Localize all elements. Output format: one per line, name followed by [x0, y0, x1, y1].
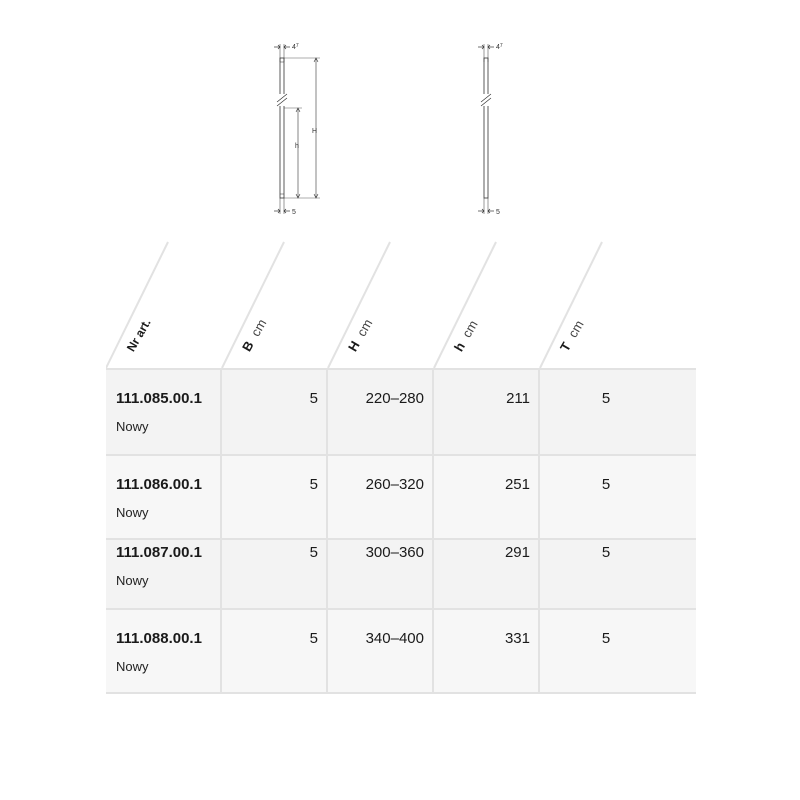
h-cell: 211: [434, 370, 540, 454]
header-T-label: Tcm: [557, 317, 587, 354]
article-number: 111.085.00.1: [116, 390, 202, 407]
status-label: Nowy: [116, 505, 149, 520]
product-table: [106, 368, 696, 694]
status-label: Nowy: [116, 419, 149, 434]
B-cell: 5: [222, 540, 328, 608]
H-cell: 340–400: [328, 610, 434, 692]
profile-drawing-side: [474, 36, 534, 226]
h-cell: 251: [434, 456, 540, 538]
status-label: Nowy: [116, 573, 149, 588]
profile-drawing-dimensioned: [268, 36, 328, 226]
bottom-dim-label: 5: [292, 209, 296, 216]
top-dim-label: $4^7$: [496, 43, 503, 51]
h-label: h: [295, 143, 299, 150]
table-row: [106, 608, 696, 692]
header-h-label: hcm: [451, 317, 481, 354]
table-row: [106, 368, 696, 454]
T-cell: 5: [601, 476, 611, 493]
header-cell-T: [557, 317, 690, 354]
B-cell: 5: [222, 370, 328, 454]
header-B-label: Bcm: [239, 316, 270, 354]
H-cell: 220–280: [328, 370, 434, 454]
article-cell: [106, 540, 222, 608]
table-header: [106, 236, 696, 368]
header-article-label: Nr art.: [123, 316, 154, 354]
article-cell: [106, 370, 222, 454]
h-cell: 291: [434, 540, 540, 608]
article-cell: [106, 610, 222, 692]
H-label: H: [312, 128, 318, 135]
T-cell: 5: [601, 630, 611, 647]
H-cell: 300–360: [328, 540, 434, 608]
table-row: [106, 538, 696, 608]
T-cell: 5: [601, 544, 611, 561]
T-cell: 5: [601, 390, 611, 407]
article-number: 111.086.00.1: [116, 476, 202, 493]
H-cell: 260–320: [328, 456, 434, 538]
B-cell: 5: [222, 610, 328, 692]
article-number: 111.087.00.1: [116, 544, 202, 561]
bottom-dim-label: 5: [496, 209, 500, 216]
h-cell: 331: [434, 610, 540, 692]
article-cell: [106, 456, 222, 538]
header-H-label: Hcm: [345, 316, 376, 354]
B-cell: 5: [222, 456, 328, 538]
status-label: Nowy: [116, 659, 149, 674]
article-number: 111.088.00.1: [116, 630, 202, 647]
table-row: [106, 454, 696, 538]
top-dim-label: $4^7$: [292, 43, 299, 51]
